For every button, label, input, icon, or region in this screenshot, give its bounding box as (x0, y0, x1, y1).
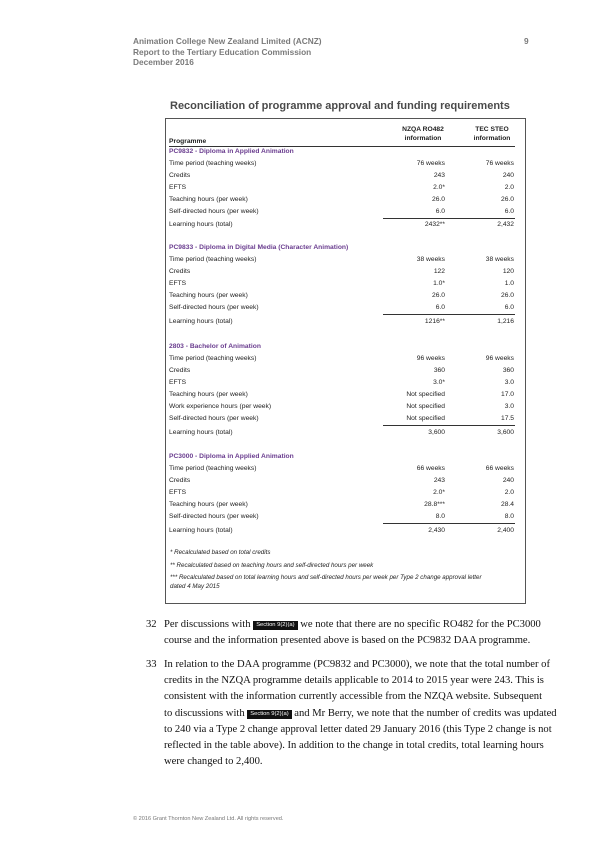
text-span: and Mr Berry, we note that the number of credits was updated (294, 707, 557, 719)
section-heading (169, 453, 514, 465)
section-heading (169, 343, 514, 355)
header-date: December 2016 (133, 57, 194, 67)
section-name: 2803 - Bachelor of Animation (169, 343, 261, 350)
tec-value: 6.0 (504, 208, 514, 215)
row-label: Time period (teaching weeks) (169, 256, 257, 263)
copyright-footer: © 2016 Grant Thornton New Zealand Ltd. All rights reserved. (133, 816, 284, 822)
row-label: Self-directed hours (per week) (169, 304, 259, 311)
row-label: Credits (169, 367, 191, 374)
table-row (169, 256, 514, 268)
row-label: Time period (teaching weeks) (169, 355, 257, 362)
nzqa-value: 38 weeks (416, 256, 445, 263)
header-rule (169, 146, 515, 147)
paragraph-text (164, 617, 562, 649)
nzqa-value: 76 weeks (416, 160, 445, 167)
column-header-tec-line2: information (473, 134, 511, 142)
tec-value: 120 (502, 268, 514, 275)
text-line: credits in the NZQA programme details applicable to 2014 to 2015 year were 243. This is (164, 675, 544, 687)
tec-value: 2.0 (504, 489, 514, 496)
table-note: ** Recalculated based on teaching hours and self-directed hours per week (170, 562, 374, 569)
nzqa-value: Not specified (406, 415, 445, 422)
nzqa-value: 2.0* (433, 489, 445, 496)
nzqa-value: 360 (433, 367, 445, 374)
nzqa-value: 243 (433, 477, 445, 484)
row-label: Teaching hours (per week) (169, 391, 248, 398)
tec-value: 3.0 (504, 379, 514, 386)
column-header-nzqa-line1: NZQA RO482 (402, 126, 444, 133)
section-heading (169, 244, 514, 256)
tec-value: 76 weeks (485, 160, 514, 167)
table-row (169, 280, 514, 292)
table-row-total (169, 221, 514, 233)
total-rule (383, 218, 515, 219)
report-header (133, 36, 322, 68)
nzqa-value: Not specified (406, 391, 445, 398)
total-rule (383, 523, 515, 524)
tec-value: 6.0 (504, 304, 514, 311)
text-line: to 240 via a Type 2 change approval letter dated 29 January 2016 (this Type 2 change is not (164, 723, 552, 735)
header-report-title: Report to the Tertiary Education Commission (133, 46, 312, 57)
table-row (169, 489, 514, 501)
row-label: Credits (169, 477, 191, 484)
row-label: Credits (169, 268, 191, 275)
table-row (169, 477, 514, 489)
text-span: to discussions with (164, 707, 245, 719)
table-row (169, 501, 514, 513)
row-label: Time period (teaching weeks) (169, 465, 257, 472)
table-note: *** Recalculated based on total learning hours and self-directed hours per week per Type 2 change approval letter (170, 574, 482, 581)
tec-value: 360 (502, 367, 514, 374)
tec-value: 240 (502, 172, 514, 179)
table-row (169, 184, 514, 196)
section-name: PC9832 - Diploma in Applied Animation (169, 148, 294, 155)
table-row (169, 196, 514, 208)
table-note: dated 4 May 2015 (170, 583, 220, 590)
column-header-tec (463, 126, 521, 143)
tec-value: 66 weeks (485, 465, 514, 472)
table-row (169, 160, 514, 172)
text-line: consistent with the information currently accessible from the NZQA website. Subsequent (164, 691, 543, 703)
row-label: Teaching hours (per week) (169, 196, 248, 203)
redaction-block: Section 9(2)(a) (253, 621, 297, 630)
total-rule (383, 425, 515, 426)
table-row (169, 172, 514, 184)
column-header-nzqa-line2: information (404, 134, 442, 142)
total-rule (383, 314, 515, 315)
row-label: Work experience hours (per week) (169, 403, 272, 410)
paragraph-32 (146, 617, 562, 651)
tec-value: 3,600 (497, 429, 514, 436)
tec-value: 2,432 (497, 221, 514, 228)
tec-value: 28.4 (500, 501, 514, 508)
text-line: In relation to the DAA programme (PC9832 and PC3000), we note that the total number of (164, 659, 551, 670)
row-label: Learning hours (total) (169, 318, 233, 325)
table-note: * Recalculated based on total credits (170, 549, 271, 556)
nzqa-value: 6.0 (435, 208, 445, 215)
tec-value: 26.0 (500, 292, 514, 299)
table-row (169, 367, 514, 379)
table-row (169, 379, 514, 391)
row-label: Teaching hours (per week) (169, 292, 248, 299)
text-line (164, 617, 562, 633)
row-label: Learning hours (total) (169, 429, 233, 436)
nzqa-value: 6.0 (435, 304, 445, 311)
section-name: PC9833 - Diploma in Digital Media (Character Animation) (169, 244, 349, 251)
table-title: Reconciliation of programme approval and funding requirements (170, 100, 510, 112)
redaction-block: Section 9(2)(a) (247, 710, 291, 719)
tec-value: 17.5 (500, 415, 514, 422)
row-label: Learning hours (total) (169, 527, 233, 534)
tec-value: 96 weeks (485, 355, 514, 362)
nzqa-value: 26.0 (431, 196, 445, 203)
nzqa-value: 122 (433, 268, 445, 275)
tec-value: 26.0 (500, 196, 514, 203)
tec-value: 3.0 (504, 403, 514, 410)
nzqa-value: 3,600 (428, 429, 445, 436)
header-company: Animation College New Zealand Limited (ACNZ) (133, 36, 322, 46)
table-row (169, 403, 514, 415)
tec-value: 2.0 (504, 184, 514, 191)
nzqa-value: 2,430 (428, 527, 445, 534)
section-heading (169, 148, 514, 160)
text-span: we note that there are no specific RO482 for the PC3000 (300, 619, 541, 630)
row-label: Learning hours (total) (169, 221, 233, 228)
table-row (169, 391, 514, 403)
text-span: Per discussions with (164, 619, 251, 630)
column-header-programme: Programme (169, 138, 207, 145)
column-header-tec-line1: TEC STEO (475, 126, 509, 133)
nzqa-value: 2.0* (433, 184, 445, 191)
nzqa-value: Not specified (406, 403, 445, 410)
nzqa-value: 66 weeks (416, 465, 445, 472)
tec-value: 1.0 (504, 280, 514, 287)
tec-value: 38 weeks (485, 256, 514, 263)
text-line: were changed to 2,400. (164, 756, 263, 768)
column-header-nzqa (392, 126, 454, 143)
table-row (169, 465, 514, 477)
table-row (169, 268, 514, 280)
row-label: EFTS (169, 280, 187, 287)
nzqa-value: 28.8*** (424, 501, 445, 508)
section-name: PC3000 - Diploma in Applied Animation (169, 453, 294, 460)
row-label: EFTS (169, 184, 187, 191)
row-label: Self-directed hours (per week) (169, 513, 259, 520)
nzqa-value: 3.0* (433, 379, 445, 386)
table-row-total (169, 527, 514, 539)
nzqa-value: 1216** (424, 318, 445, 325)
row-label: Self-directed hours (per week) (169, 415, 259, 422)
table-row (169, 292, 514, 304)
nzqa-value: 26.0 (431, 292, 445, 299)
row-label: Time period (teaching weeks) (169, 160, 257, 167)
paragraph-33 (146, 657, 562, 773)
page-number: 9 (524, 36, 529, 46)
row-label: EFTS (169, 489, 187, 496)
tec-value: 8.0 (504, 513, 514, 520)
row-label: EFTS (169, 379, 187, 386)
table-row-total (169, 429, 514, 441)
tec-value: 1,216 (497, 318, 514, 325)
nzqa-value: 1.0* (433, 280, 445, 287)
table-row-total (169, 318, 514, 330)
row-label: Credits (169, 172, 191, 179)
nzqa-value: 243 (433, 172, 445, 179)
row-label: Self-directed hours (per week) (169, 208, 259, 215)
nzqa-value: 96 weeks (416, 355, 445, 362)
text-line: course and the information presented above is based on the PC9832 DAA programme. (164, 635, 531, 647)
text-line: reflected in the table above). In addition to the change in total credits, total learning hours (164, 740, 544, 752)
row-label: Teaching hours (per week) (169, 501, 248, 508)
paragraph-number: 32 (146, 619, 157, 630)
nzqa-value: 8.0 (435, 513, 445, 520)
tec-value: 17.0 (500, 391, 514, 398)
text-line (164, 706, 562, 722)
nzqa-value: 2432** (424, 221, 445, 228)
tec-value: 2,400 (497, 527, 514, 534)
paragraph-number: 33 (146, 659, 157, 670)
table-row (169, 355, 514, 367)
paragraph-text (164, 657, 562, 770)
tec-value: 240 (502, 477, 514, 484)
